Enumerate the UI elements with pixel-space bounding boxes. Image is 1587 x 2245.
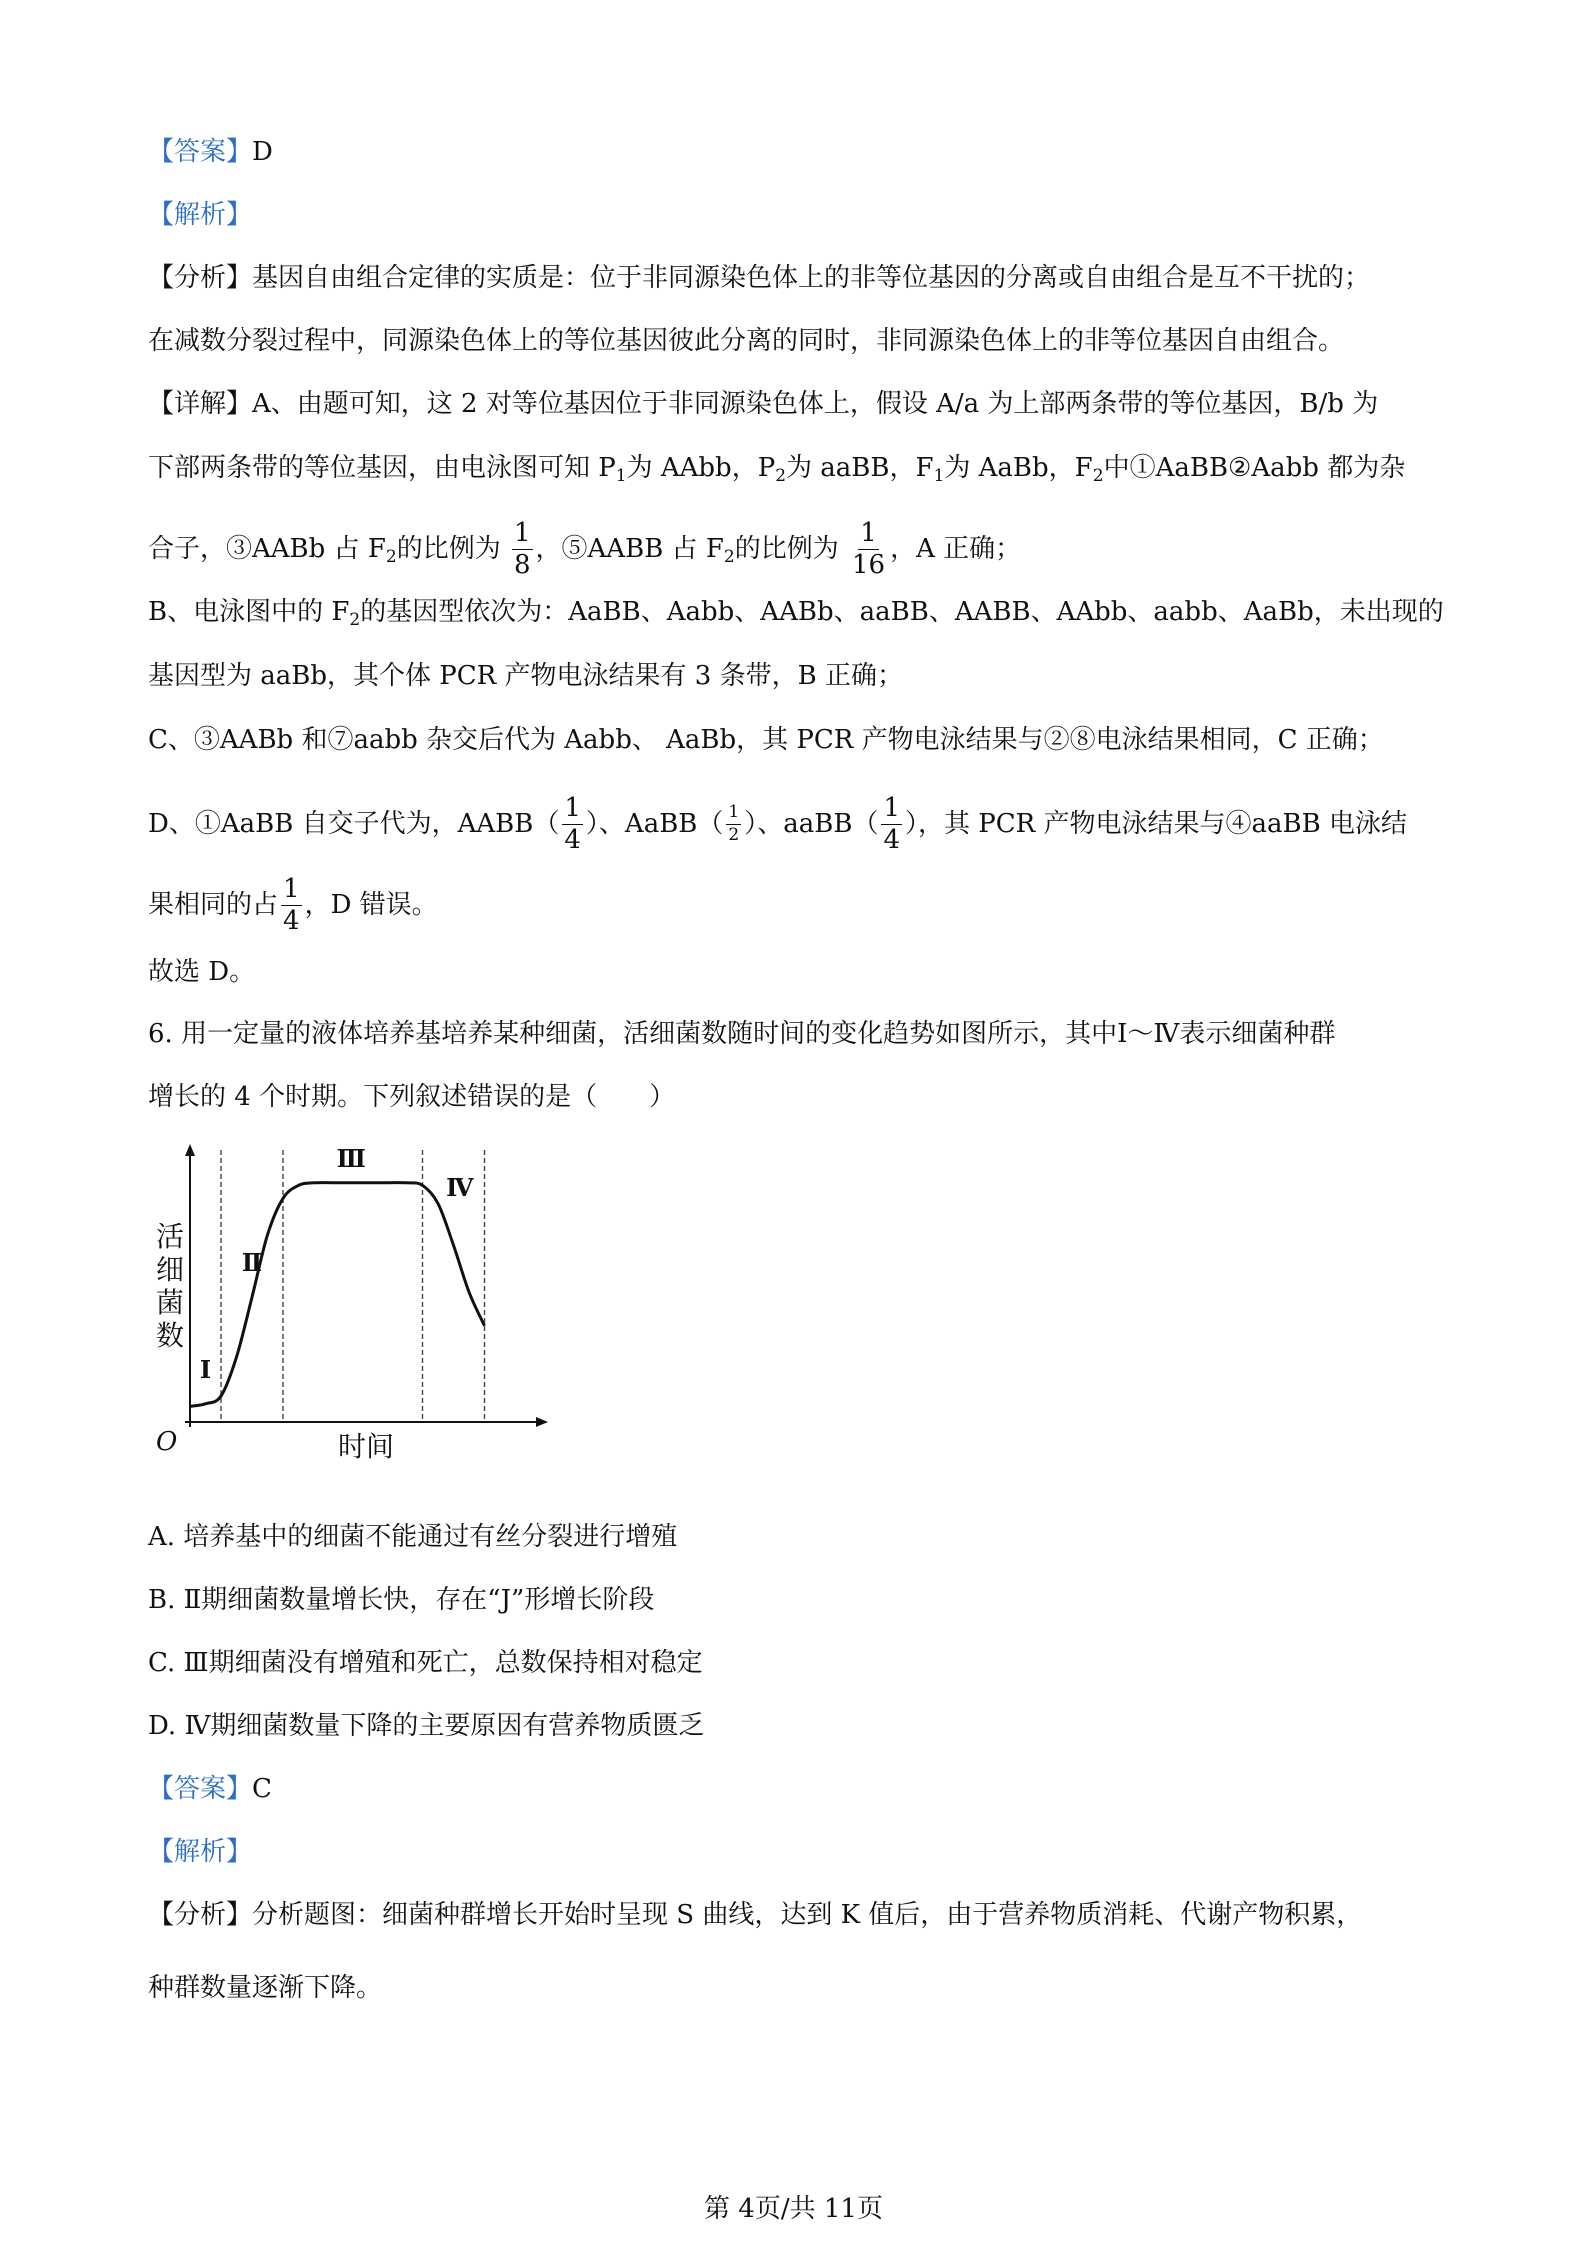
- x-axis-arrow: [536, 1417, 548, 1427]
- detail-line-1: [148, 386, 1378, 422]
- chart-phase-lines: [221, 1150, 485, 1422]
- question-6-stem-line-1: 6. 用一定量的液体培养基培养某种细菌，活细菌数随时间的变化趋势如图所示，其中Ⅰ～Ⅳ表示细菌种群: [148, 1019, 1336, 1049]
- phase-label-3: Ⅲ: [336, 1144, 366, 1174]
- fenxi-tag: 【分析】: [148, 1900, 253, 1930]
- answer-line-q5: [148, 134, 273, 170]
- detail-line-4: B、电泳图中的 $F_2$的基因型依次为：AaBB、Aabb、AABb、aaBB、AABB、AAbb、aabb、AaBb，未出现的: [148, 597, 1444, 630]
- fraction-one-quarter: $\frac{1}{4}$: [883, 793, 901, 856]
- fenxi-text: 分析题图：细菌种群增长开始时呈现 S 曲线，达到 K 值后，由于营养物质消耗、代谢产物积累，: [252, 1900, 1363, 1930]
- detail-text: A、由题可知，这 2 对等位基因位于非同源染色体上，假设 A/a 为上部两条带的等位基因，B/b 为: [252, 389, 1379, 419]
- answer-value: D: [252, 137, 273, 167]
- phase-label-2: Ⅱ: [241, 1248, 263, 1278]
- y-axis-arrow: [185, 1144, 195, 1156]
- y-axis-label-char: 细: [155, 1253, 185, 1286]
- y-axis-label-char: 数: [155, 1319, 185, 1352]
- phase-label-4: Ⅳ: [446, 1172, 474, 1202]
- xiangjie-tag: 【详解】: [148, 389, 253, 419]
- detail-line-6: C、③AABb 和⑦aabb 杂交后代为 Aabb、 AaBb，其 PCR 产物电泳结果与②⑧电泳结果相同，C 正确；: [148, 725, 1384, 755]
- fenxi-tag: 【分析】: [148, 263, 253, 293]
- phase-label-1: Ⅰ: [199, 1354, 212, 1384]
- detail-line-8: 果相同的占 $\frac{1}{4}$ ，D 错误。: [148, 874, 438, 937]
- fraction-one-eighth: $\frac{1}{8}$: [513, 518, 531, 581]
- detail-line-7: D、①AaBB 自交子代为，AABB（ $\frac{1}{4}$ ）、AaBB（ $\frac{1}{2}$ ）、aaBB（ $\frac{1}{4}$ ），其 PCR 产物电泳结果与④aaBB 电泳结: [148, 793, 1407, 856]
- answer-tag: 【答案】: [148, 1774, 253, 1804]
- analysis-heading-q6: [148, 1834, 252, 1870]
- question-6-stem-line-2: 增长的 4 个时期。下列叙述错误的是（ ）: [148, 1082, 676, 1112]
- growth-curve: [190, 1183, 485, 1407]
- chart-axis-labels: [156, 1220, 394, 1463]
- chart-axes: [185, 1144, 548, 1427]
- option-a: A. 培养基中的细菌不能通过有丝分裂进行增殖: [148, 1522, 678, 1552]
- detail-line-2: 下部两条带的等位基因，由电泳图可知 $P_1$为 AAbb，$P_2$为 aaBB，$F_1$为 AaBb，$F_2$中①AaBB②Aabb 都为杂: [148, 453, 1406, 486]
- analysis-tag: 【解析】: [148, 1837, 253, 1867]
- detail-line-3: 合子，③AABb 占 $F_2$的比例为 $\frac{1}{8}$ ，⑤AABB 占 $F_2$的比例为 $\frac{1}{16}$ ，A 正确；: [148, 518, 1022, 581]
- y-axis-label-char: 菌: [155, 1286, 185, 1319]
- y-axis-label-char: 活: [155, 1220, 185, 1253]
- page-footer: 第 4页/共 11页: [704, 2194, 883, 2224]
- analysis-heading-q5: [148, 197, 252, 233]
- conclusion-line-q5: 故选 D。: [148, 957, 256, 987]
- fenxi-line-1-q6: [148, 1897, 1362, 1933]
- chart-phase-labels: [200, 1144, 474, 1384]
- bacteria-growth-chart: [148, 1140, 568, 1485]
- detail-line-5: 基因型为 aaBb，其个体 PCR 产物电泳结果有 3 条带，B 正确；: [148, 661, 903, 691]
- answer-value: C: [252, 1774, 272, 1804]
- fraction-one-half: $\frac{1}{2}$: [728, 802, 740, 846]
- fenxi-line-2-q6: 种群数量逐渐下降。: [148, 1973, 383, 2003]
- fraction-one-quarter: $\frac{1}{4}$: [283, 874, 300, 937]
- answer-line-q6: [148, 1771, 272, 1807]
- option-b: B. Ⅱ期细菌数量增长快，存在“J”形增长阶段: [148, 1585, 655, 1615]
- option-c: C. Ⅲ期细菌没有增殖和死亡，总数保持相对稳定: [148, 1648, 703, 1678]
- analysis-tag: 【解析】: [148, 200, 253, 230]
- origin-label: O: [156, 1427, 178, 1457]
- answer-tag: 【答案】: [148, 137, 253, 167]
- fraction-one-sixteenth: $\frac{1}{16}$: [851, 518, 886, 581]
- fenxi-line-1-q5: [148, 260, 1370, 296]
- fenxi-line-2-q5: 在减数分裂过程中，同源染色体上的等位基因彼此分离的同时，非同源染色体上的非等位基因自由组合。: [148, 326, 1345, 356]
- option-d: D. Ⅳ期细菌数量下降的主要原因有营养物质匮乏: [148, 1711, 705, 1741]
- fenxi-text: 基因自由组合定律的实质是：位于非同源染色体上的非等位基因的分离或自由组合是互不干扰的；: [252, 263, 1371, 293]
- fraction-one-quarter: $\frac{1}{4}$: [564, 793, 581, 856]
- x-axis-label: 时间: [337, 1430, 395, 1463]
